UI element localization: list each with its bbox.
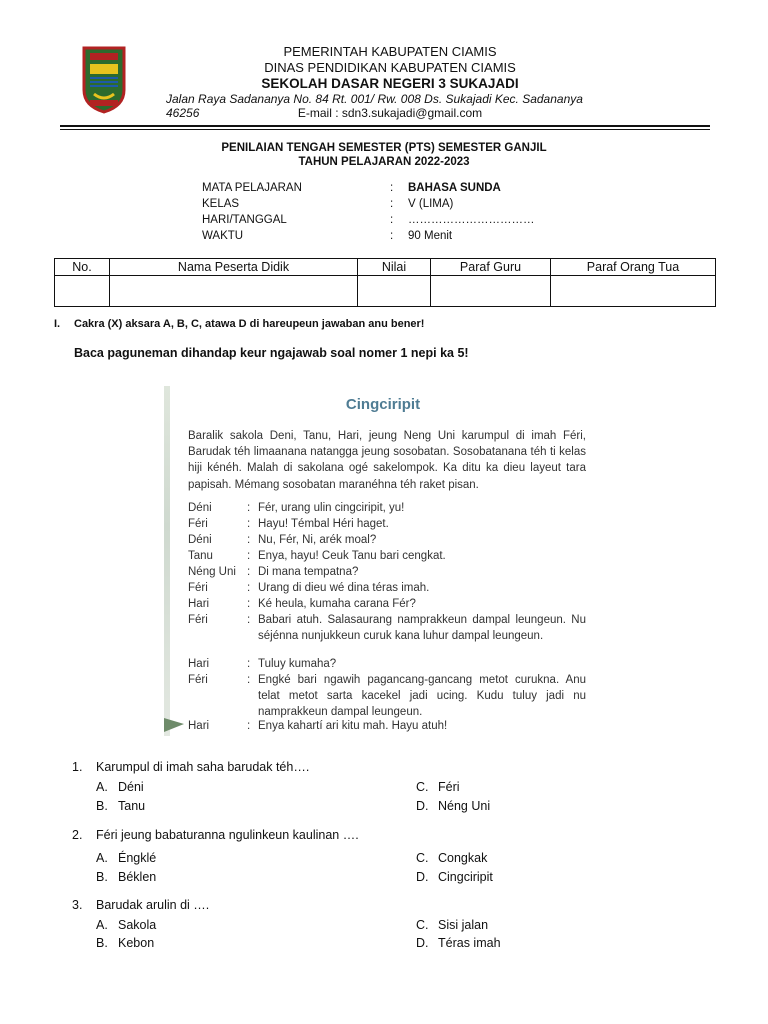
info-value: …………………………… bbox=[408, 214, 535, 226]
option-letter: B. bbox=[96, 936, 108, 950]
dialogue-colon: : bbox=[247, 598, 251, 610]
answer-option-c[interactable] bbox=[416, 851, 616, 867]
column-score: Nilai bbox=[358, 259, 431, 276]
option-text: Kebon bbox=[118, 936, 155, 950]
dialogue-text: Nu, Fér, Ni, arék moal? bbox=[258, 534, 377, 546]
option-letter: A. bbox=[96, 851, 108, 865]
option-text: Néng Uni bbox=[438, 799, 491, 813]
dialogue-text: Enya kahartí ari kitu mah. Hayu atuh! bbox=[258, 720, 448, 732]
info-colon: : bbox=[390, 182, 394, 194]
answer-option-a[interactable] bbox=[96, 851, 296, 867]
dialogue-text: Hayu! Témbal Héri haget. bbox=[258, 518, 389, 530]
option-text: Sakola bbox=[118, 918, 157, 932]
option-text: Sisi jalan bbox=[438, 918, 489, 932]
column-no: No. bbox=[55, 259, 110, 276]
dialogue-speaker: Tanu bbox=[188, 550, 213, 562]
dialogue-speaker: Hari bbox=[188, 658, 210, 670]
dialogue-speaker: Féri bbox=[188, 674, 208, 686]
cell-student-name[interactable] bbox=[110, 276, 358, 307]
option-letter: D. bbox=[416, 870, 429, 884]
answer-option-a[interactable] bbox=[96, 780, 296, 796]
exam-title: PENILAIAN TENGAH SEMESTER (PTS) SEMESTER GANJIL bbox=[221, 142, 547, 154]
column-parent-signature: Paraf Orang Tua bbox=[551, 259, 716, 276]
option-text: Béklen bbox=[118, 870, 157, 884]
dialogue-speaker: Hari bbox=[188, 598, 210, 610]
story-image bbox=[164, 386, 602, 736]
option-text: Téras imah bbox=[438, 936, 501, 950]
answer-option-a[interactable] bbox=[96, 918, 296, 934]
story-title: Cingciripit bbox=[345, 396, 421, 413]
school-crest-logo bbox=[80, 44, 128, 114]
info-colon: : bbox=[390, 198, 394, 210]
dialogue-colon: : bbox=[247, 534, 251, 546]
question-number: 3. bbox=[72, 898, 83, 912]
dialogue-colon: : bbox=[247, 518, 251, 530]
info-colon: : bbox=[390, 214, 394, 226]
dialogue-text: Enya, hayu! Ceuk Tanu bari cengkat. bbox=[258, 550, 446, 562]
reading-prompt: Baca paguneman dihandap keur ngajawab soal nomer 1 nepi ka 5! bbox=[74, 346, 469, 360]
dialogue-colon: : bbox=[247, 502, 251, 514]
question-number: 2. bbox=[72, 828, 83, 842]
info-label: WAKTU bbox=[202, 230, 244, 242]
instruction bbox=[54, 318, 674, 332]
option-letter: C. bbox=[416, 851, 429, 865]
option-text: Féri bbox=[438, 780, 460, 794]
option-letter: A. bbox=[96, 918, 108, 932]
dialogue-text: Ké heula, kumaha carana Fér? bbox=[258, 598, 416, 610]
cell-score[interactable] bbox=[358, 276, 431, 307]
question-3 bbox=[72, 898, 672, 914]
dialogue-speaker: Féri bbox=[188, 582, 208, 594]
answer-option-c[interactable] bbox=[416, 780, 616, 796]
dialogue-text: Tuluy kumaha? bbox=[258, 658, 337, 670]
dialogue-colon: : bbox=[247, 566, 251, 578]
answer-option-b[interactable] bbox=[96, 799, 296, 815]
info-colon: : bbox=[390, 230, 394, 242]
question-text: Féri jeung babaturanna ngulinkeun kaulinan …. bbox=[96, 828, 359, 842]
info-label: MATA PELAJARAN bbox=[202, 182, 302, 194]
dialogue-speaker: Déni bbox=[188, 502, 212, 514]
option-letter: A. bbox=[96, 780, 108, 794]
instruction-number: I. bbox=[54, 318, 61, 330]
header-email: E-mail : sdn3.sukajadi@gmail.com bbox=[297, 106, 483, 120]
option-text: Éngklé bbox=[118, 851, 157, 865]
option-letter: D. bbox=[416, 936, 429, 950]
exam-year: TAHUN PELAJARAN 2022-2023 bbox=[298, 156, 470, 168]
column-student-name: Nama Peserta Didik bbox=[110, 259, 358, 276]
dialogue-colon: : bbox=[247, 720, 251, 732]
answer-option-d[interactable] bbox=[416, 799, 616, 815]
option-letter: C. bbox=[416, 780, 429, 794]
dialogue-text: Babari atuh. Salasaurang namprakkeun dampal leungeun. Nu séjénna nunjukkeun curuk kana luhur dampal leungeun. bbox=[258, 614, 586, 643]
option-text: Cingciripit bbox=[438, 870, 493, 884]
dialogue-speaker: Déni bbox=[188, 534, 212, 546]
question-1 bbox=[72, 760, 672, 776]
option-letter: B. bbox=[96, 799, 108, 813]
instruction-text: Cakra (X) aksara A, B, C, atawa D di hareupeun jawaban anu bener! bbox=[74, 318, 425, 330]
option-letter: D. bbox=[416, 799, 429, 813]
answer-option-b[interactable] bbox=[96, 936, 296, 952]
dialogue-speaker: Néng Uni bbox=[188, 566, 236, 578]
info-value: V (LIMA) bbox=[408, 198, 454, 210]
exam-info bbox=[202, 182, 622, 246]
cell-parent-signature[interactable] bbox=[551, 276, 716, 307]
option-letter: C. bbox=[416, 918, 429, 932]
answer-option-d[interactable] bbox=[416, 870, 616, 886]
dialogue-colon: : bbox=[247, 550, 251, 562]
answer-option-b[interactable] bbox=[96, 870, 296, 886]
dialogue-speaker: Féri bbox=[188, 518, 208, 530]
header-divider-thick bbox=[60, 125, 710, 127]
leaf-icon bbox=[164, 718, 184, 732]
question-text: Karumpul di imah saha barudak téh…. bbox=[96, 760, 310, 774]
question-text: Barudak arulin di …. bbox=[96, 898, 210, 912]
answer-option-d[interactable] bbox=[416, 936, 616, 952]
story-decoration bbox=[164, 386, 170, 736]
dialogue-text: Fér, urang ulin cingciripit, yu! bbox=[258, 502, 405, 514]
dialogue-colon: : bbox=[247, 674, 251, 686]
dialogue-colon: : bbox=[247, 582, 251, 594]
dialogue-speaker: Féri bbox=[188, 614, 208, 626]
header-department: DINAS PENDIDIKAN KABUPATEN CIAMIS bbox=[264, 60, 516, 75]
dialogue-text: Di mana tempatna? bbox=[258, 566, 359, 578]
column-teacher-signature: Paraf Guru bbox=[431, 259, 551, 276]
option-letter: B. bbox=[96, 870, 108, 884]
header-government: PEMERINTAH KABUPATEN CIAMIS bbox=[283, 44, 497, 59]
cell-teacher-signature[interactable] bbox=[431, 276, 551, 307]
info-value: BAHASA SUNDA bbox=[408, 182, 501, 194]
header-address: Jalan Raya Sadananya No. 84 Rt. 001/ Rw. 008 Ds. Sukajadi Kec. Sadananya 46256 bbox=[166, 92, 583, 120]
dialogue-colon: : bbox=[247, 614, 251, 626]
dialogue-colon: : bbox=[247, 658, 251, 670]
cell-no[interactable] bbox=[55, 276, 110, 307]
option-text: Congkak bbox=[438, 851, 488, 865]
dialogue-speaker: Hari bbox=[188, 720, 210, 732]
question-2 bbox=[72, 828, 672, 844]
dialogue-text: Engké bari ngawih pagancang-gancang metot curukna. Anu telat metot sarta kacekel jadi ucing. Kudu tuluy jadi nu namprakkeun dampal leungeun. bbox=[258, 674, 586, 719]
answer-option-c[interactable] bbox=[416, 918, 616, 934]
header-school-name: SEKOLAH DASAR NEGERI 3 SUKAJADI bbox=[261, 76, 519, 91]
dialogue-text: Urang di dieu wé dina téras imah. bbox=[258, 582, 430, 594]
info-label: HARI/TANGGAL bbox=[202, 214, 287, 226]
story-paragraph: Baralik sakola Deni, Tanu, Hari, jeung Neng Uni karumpul di imah Féri, Barudak téh limaanana natangga jeung sosobatan. Sosobatanana téh ti kelas hiji kénéh. Malah di sakolana ogé sakelompok. Ka ditu ka dieu layeut tara papisah. Mémang sosobatan maranéhna téh raket pisan. bbox=[188, 430, 586, 491]
question-number: 1. bbox=[72, 760, 83, 774]
option-text: Tanu bbox=[118, 799, 146, 813]
student-score-table bbox=[54, 258, 716, 307]
info-value: 90 Menit bbox=[408, 230, 453, 242]
option-text: Déni bbox=[118, 780, 144, 794]
info-label: KELAS bbox=[202, 198, 240, 210]
header-divider-thin bbox=[60, 129, 710, 130]
